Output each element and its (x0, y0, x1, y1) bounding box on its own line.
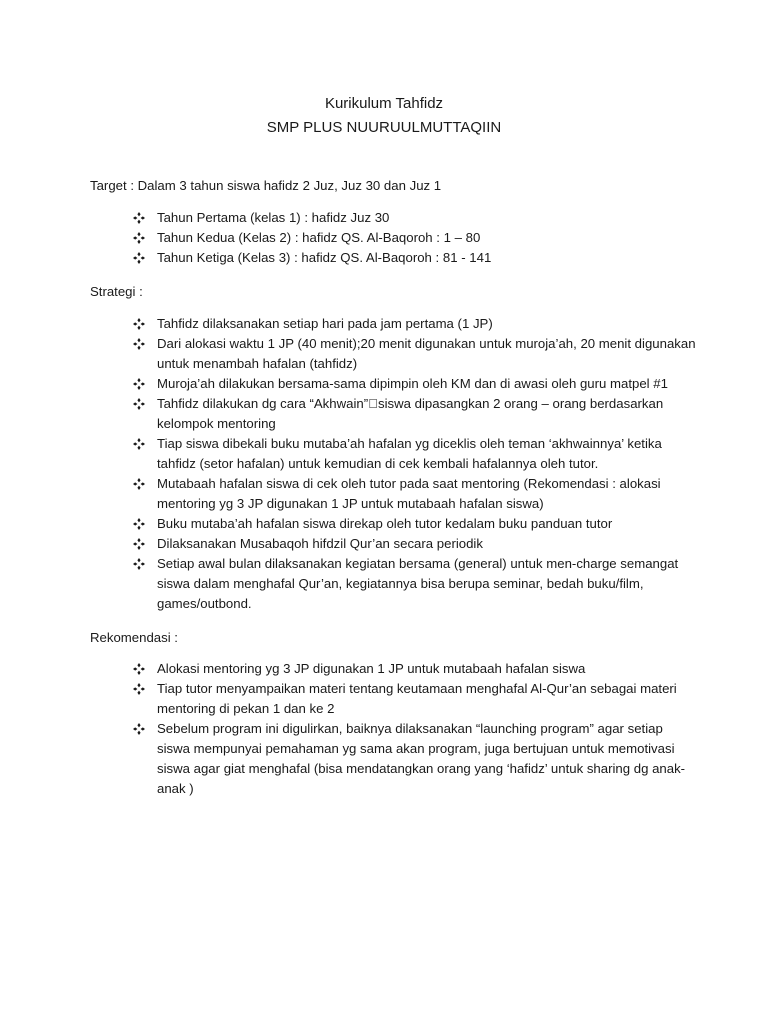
four-diamond-bullet-icon (133, 334, 147, 350)
four-diamond-bullet-icon (133, 474, 147, 490)
target-line: Target : Dalam 3 tahun siswa hafidz 2 Juz, Juz 30 dan Juz 1 (90, 178, 442, 193)
strategi-list-item-line: Muroja’ah dilakukan bersama-sama dipimpin oleh KM dan di awasi oleh guru matpel #1 (157, 376, 668, 391)
rekomendasi-list-item-line: Alokasi mentoring yg 3 JP digunakan 1 JP untuk mutabaah hafalan siswa (157, 661, 586, 676)
strategi-heading: Strategi : (90, 284, 143, 299)
title-block (0, 92, 768, 140)
target-list-item: Tahun Ketiga (Kelas 3) : hafidz QS. Al-Baqoroh : 81 - 141 (157, 250, 492, 265)
four-diamond-bullet-icon (133, 679, 147, 695)
rekomendasi-list-item-line: anak ) (157, 781, 194, 796)
strategi-list-item-line: kelompok mentoring (157, 416, 276, 431)
strategi-list-item-line: Tiap siswa dibekali buku mutaba’ah hafalan yg diceklis oleh teman ‘akhwainnya’ ketika (157, 436, 662, 451)
four-diamond-bullet-icon (133, 394, 147, 410)
document-subtitle: SMP PLUS NUURUULMUTTAQIIN (266, 119, 502, 136)
strategi-list-item-line: Buku mutaba’ah hafalan siswa direkap oleh tutor kedalam buku panduan tutor (157, 516, 613, 531)
four-diamond-bullet-icon (133, 374, 147, 390)
rekomendasi-heading: Rekomendasi : (90, 630, 178, 645)
strategi-list-item-line: untuk menambah hafalan (tahfidz) (157, 356, 358, 371)
target-list-item: Tahun Pertama (kelas 1) : hafidz Juz 30 (157, 210, 390, 225)
strategi-list-item-line: games/outbond. (157, 596, 252, 611)
document-title: Kurikulum Tahfidz (324, 95, 444, 112)
four-diamond-bullet-icon (133, 434, 147, 450)
strategi-list-item-line: tahfidz (setor hafalan) untuk kemudian di cek kembali hafalannya oleh tutor. (157, 456, 599, 471)
four-diamond-bullet-icon (133, 554, 147, 570)
rekomendasi-list-item-line: siswa mempunyai pemahaman yg sama akan program, juga bertujuan untuk memotivasi (157, 741, 675, 756)
strategi-list-item-line: Setiap awal bulan dilaksanakan kegiatan bersama (general) untuk men-charge semangat (157, 556, 679, 571)
strategi-list-item-line: Mutabaah hafalan siswa di cek oleh tutor pada saat mentoring (Rekomendasi : alokasi (157, 476, 661, 491)
rekomendasi-list-item-line: Tiap tutor menyampaikan materi tentang keutamaan menghafal Al-Qur’an sebagai materi (157, 681, 677, 696)
strategi-list-item-line: Dari alokasi waktu 1 JP (40 menit);20 menit digunakan untuk muroja’ah, 20 menit digunakan (157, 336, 696, 351)
rekomendasi-list-item-line: Sebelum program ini digulirkan, baiknya dilaksanakan “launching program” agar setiap (157, 721, 663, 736)
rekomendasi-list-item-line: mentoring di pekan 1 dan ke 2 (157, 701, 335, 716)
four-diamond-bullet-icon (133, 534, 147, 550)
strategi-list-item-line: mentoring yg 3 JP digunakan 1 JP untuk mutabaah hafalan siswa) (157, 496, 544, 511)
strategi-list-item-line: Tahfidz dilakukan dg cara “Akhwain” siswa dipasangkan 2 orang – orang berdasarkan (157, 396, 664, 411)
four-diamond-bullet-icon (133, 228, 147, 244)
strategi-list-item-line: Dilaksanakan Musabaqoh hifdzil Qur’an secara periodik (157, 536, 483, 551)
four-diamond-bullet-icon (133, 514, 147, 530)
four-diamond-bullet-icon (133, 314, 147, 330)
four-diamond-bullet-icon (133, 208, 147, 224)
rekomendasi-list-item-line: siswa agar giat menghafal (bisa mendatangkan orang yang ‘hafidz’ untuk sharing dg anak- (157, 761, 686, 776)
four-diamond-bullet-icon (133, 248, 147, 264)
strategi-list-item-line: Tahfidz dilaksanakan setiap hari pada jam pertama (1 JP) (157, 316, 493, 331)
target-list-item: Tahun Kedua (Kelas 2) : hafidz QS. Al-Baqoroh : 1 – 80 (157, 230, 481, 245)
four-diamond-bullet-icon (133, 659, 147, 675)
strategi-list-item-line: siswa dalam menghafal Qur’an, kegiatannya bisa berupa seminar, bedah buku/film, (157, 576, 644, 591)
four-diamond-bullet-icon (133, 719, 147, 735)
